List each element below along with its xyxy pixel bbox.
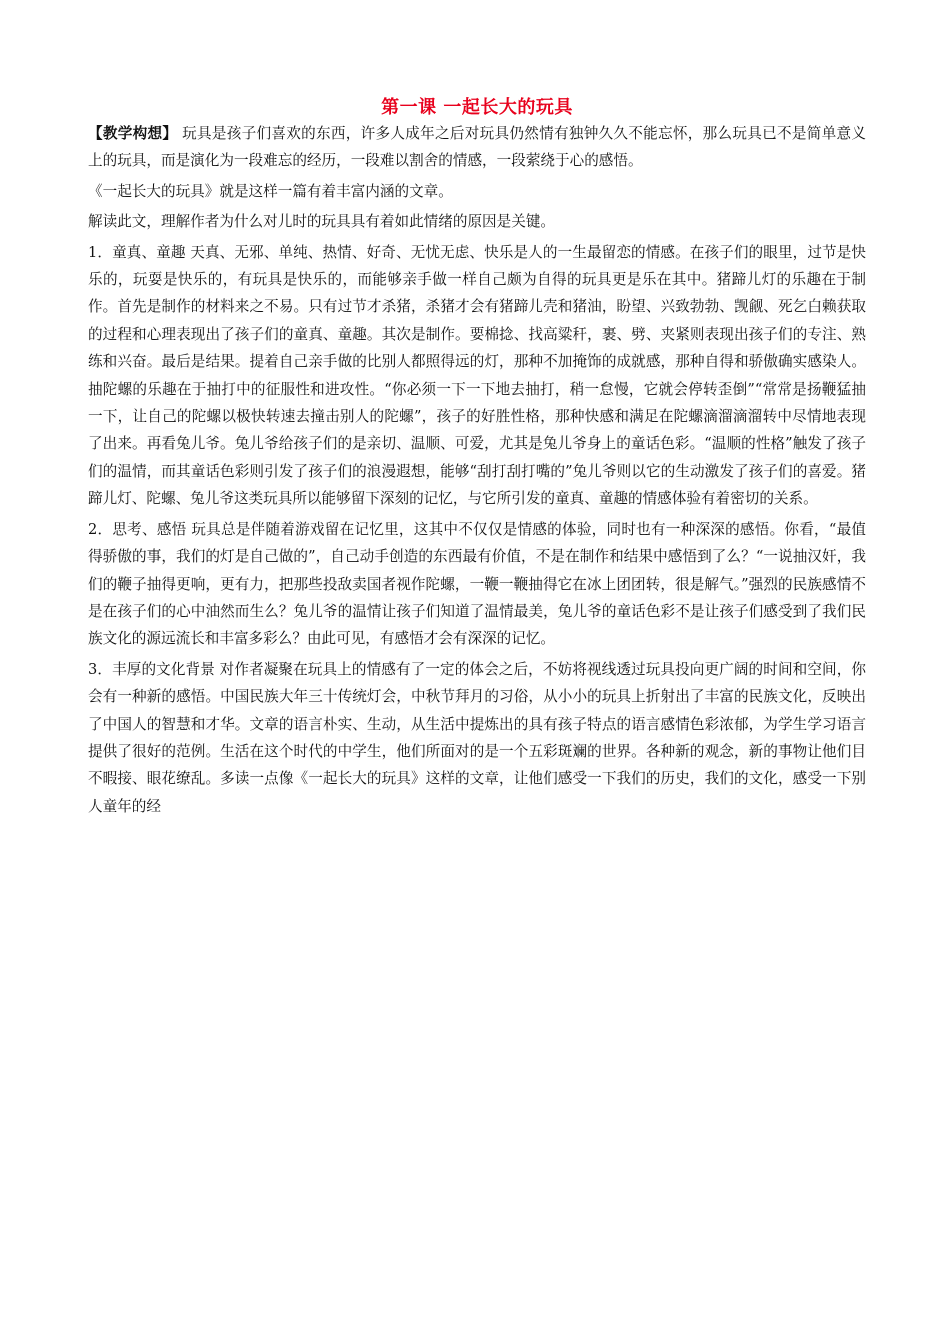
document-page [88, 96, 866, 820]
page-title: 第一课 一起长大的玩具 [381, 97, 573, 118]
paragraph-4: 2．思考、感悟 玩具总是伴随着游戏留在记忆里，这其中不仅仅是情感的体验，同时也有一种深深的感悟。你看，“最值得骄傲的事，我们的灯是自己做的”，自己动手创造的东西最有价值，不是在制作和结果中感悟到了么？“一说抽汉奸，我们的鞭子抽得更响，更有力，把那些投敌卖国者视作陀螺，一鞭一鞭抽得它在冰上团团转，很是解气。”强烈的民族感情不是在孩子们的心中油然而生么？兔儿爷的温情让孩子们知道了温情最美，兔儿爷的童话色彩不是让孩子们感受到了我们民族文化的源远流长和丰富多彩么？由此可见，有感悟才会有深深的记忆。 [88, 520, 866, 648]
intro-label: 【教学构想】 [88, 125, 178, 142]
paragraph-3: 1．童真、童趣 天真、无邪、单纯、热情、好奇、无忧无虑、快乐是人的一生最留恋的情感。在孩子们的眼里，过节是快乐的，玩耍是快乐的，有玩具是快乐的，而能够亲手做一样自己颇为自得的玩具更是乐在其中。猪蹄儿灯的乐趣在于制作。首先是制作的材料来之不易。只有过节才杀猪，杀猪才会有猪蹄儿壳和猪油，盼望、兴致勃勃、觊觎、死乞白赖获取的过程和心理表现出了孩子们的童真、童趣。其次是制作。要棉捻、找高粱秆，裹、劈、夹紧则表现出孩子们的专注、熟练和兴奋。最后是结果。提着自己亲手做的比别人都照得远的灯，那种不加掩饰的成就感，那种自得和骄傲确实感染人。抽陀螺的乐趣在于抽打中的征服性和进攻性。“你必须一下一下地去抽打，稍一怠慢，它就会停转歪倒”“常常是扬鞭猛抽一下，让自己的陀螺以极快转速去撞击别人的陀螺”，孩子的好胜性格，那种快感和满足在陀螺滴溜滴溜转中尽情地表现了出来。再看兔儿爷。兔儿爷给孩子们的是亲切、温顺、可爱，尤其是兔儿爷身上的童话色彩。“温顺的性格”触发了孩子们的温情，而其童话色彩则引发了孩子们的浪漫遐想，能够“刮打刮打嘴的”兔儿爷则以它的生动激发了孩子们的喜爱。猪蹄儿灯、陀螺、兔儿爷这类玩具所以能够留下深刻的记忆，与它所引发的童真、童趣的情感体验有着密切的关系。 [88, 243, 866, 508]
intro-text: 玩具是孩子们喜欢的东西，许多人成年之后对玩具仍然情有独钟久久不能忘怀，那么玩具已不是简单意义上的玩具，而是演化为一段难忘的经历，一段难以割舍的情感，一段萦绕于心的感悟。 [88, 125, 866, 170]
paragraph-1: 《一起长大的玩具》就是这样一篇有着丰富内涵的文章。 [88, 182, 453, 200]
paragraph-2: 解读此文，理解作者为什么对儿时的玩具具有着如此情绪的原因是关键。 [88, 213, 556, 231]
paragraph-5: 3．丰厚的文化背景 对作者凝聚在玩具上的情感有了一定的体会之后，不妨将视线透过玩具投向更广阔的时间和空间，你会有一种新的感悟。中国民族大年三十传统灯会，中秋节拜月的习俗，从小小的玩具上折射出了丰富的民族文化，反映出了中国人的智慧和才华。文章的语言朴实、生动，从生活中提炼出的具有孩子特点的语言感情色彩浓郁，为学生学习语言提供了很好的范例。生活在这个时代的中学生，他们所面对的是一个五彩斑斓的世界。各种新的观念，新的事物让他们目不暇接、眼花缭乱。多读一点像《一起长大的玩具》这样的文章，让他们感受一下我们的历史，我们的文化，感受一下别人童年的经 [88, 660, 866, 815]
intro-paragraph [88, 120, 866, 175]
